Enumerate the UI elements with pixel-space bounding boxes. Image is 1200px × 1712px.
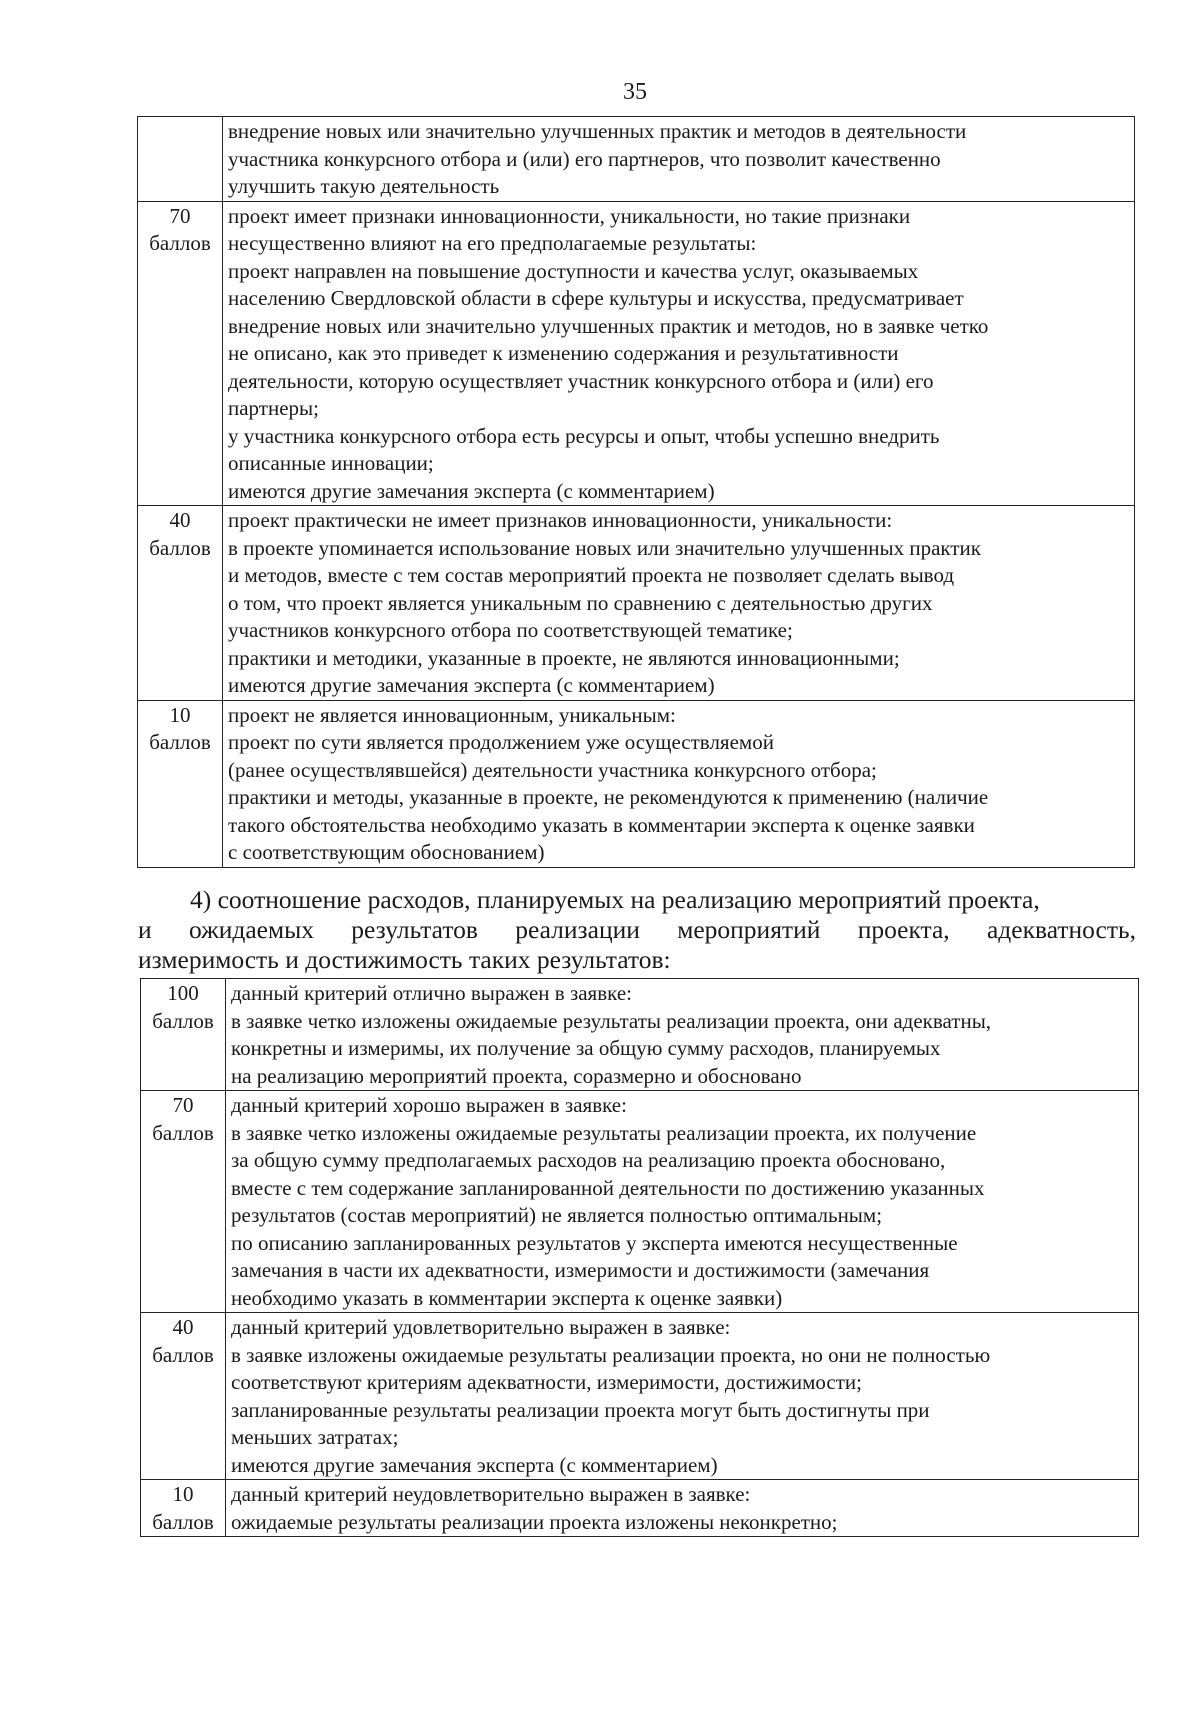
description-line: данный критерий отлично выражен в заявке: <box>231 981 632 1005</box>
description-line: внедрение новых или значительно улучшенных практик и методов, но в заявке четко <box>228 313 989 338</box>
description-line: (ранее осуществлявшейся) деятельности участника конкурсного отбора; <box>228 757 877 782</box>
score-unit: баллов <box>149 730 211 754</box>
criteria-row <box>138 700 1135 867</box>
description-line: запланированные результаты реализации проекта могут быть достигнуты при <box>231 1397 930 1422</box>
score-unit: баллов <box>152 1008 214 1033</box>
criterion-4-word: мероприятий <box>677 915 821 944</box>
description-cell <box>226 1091 1139 1313</box>
description-line: деятельности, которую осуществляет участник конкурсного отбора и (или) его <box>228 368 934 393</box>
criterion-4-word: результатов <box>351 915 478 944</box>
description-line: в заявке четко изложены ожидаемые результаты реализации проекта, они адекватны, <box>231 1008 992 1033</box>
description-line: не описано, как это приведет к изменению содержания и результативности <box>228 341 899 365</box>
description-line: практики и методы, указанные в проекте, не рекомендуются к применению (наличие <box>228 785 989 809</box>
description-line: в проекте упоминается использование новых или значительно улучшенных практик <box>228 535 981 560</box>
description-line: соответствуют критериям адекватности, измеримости, достижимости; <box>231 1370 863 1394</box>
description-cell <box>223 201 1135 506</box>
score-value: 10 <box>169 702 191 727</box>
criteria-row <box>141 1091 1139 1313</box>
description-line: улучшить такую деятельность <box>228 174 500 198</box>
criteria-row <box>141 1480 1139 1537</box>
criteria-row <box>141 979 1139 1091</box>
criterion-4-heading <box>138 885 1136 975</box>
score-value: 40 <box>169 508 191 532</box>
criterion-4-word: реализации <box>515 915 640 944</box>
score-unit: баллов <box>152 1120 214 1145</box>
description-cell <box>223 700 1135 867</box>
criteria-row <box>138 201 1135 506</box>
description-line: по описанию запланированных результатов у эксперта имеются несущественные <box>231 1230 958 1255</box>
description-line: данный критерий хорошо выражен в заявке: <box>231 1093 627 1117</box>
criterion-4-word: адекватность, <box>986 915 1136 944</box>
description-line: имеются другие замечания эксперта (с комментарием) <box>228 478 715 503</box>
criterion-4-word: проекта, <box>857 915 950 944</box>
score-cell <box>138 201 223 506</box>
description-cell <box>226 979 1139 1091</box>
description-cell <box>226 1480 1139 1537</box>
description-line: имеются другие замечания эксперта (с комментарием) <box>228 673 715 697</box>
description-line: участника конкурсного отбора и (или) его партнеров, что позволит качественно <box>228 146 941 171</box>
score-value: 70 <box>172 1093 194 1117</box>
description-line: в заявке четко изложены ожидаемые результаты реализации проекта, их получение <box>231 1120 977 1145</box>
description-line: проект не является инновационным, уникальным: <box>228 702 676 727</box>
criteria-table-body <box>141 979 1139 1537</box>
score-value: 100 <box>167 981 199 1005</box>
description-line: и методов, вместе с тем состав мероприятий проекта не позволяет сделать вывод <box>228 563 955 587</box>
description-line: проект по сути является продолжением уже осуществляемой <box>228 730 774 754</box>
score-value: 70 <box>169 203 191 228</box>
score-value: 40 <box>172 1315 194 1339</box>
criterion-4-word: ожидаемых <box>188 915 314 944</box>
description-line: результатов (состав мероприятий) не является полностью оптимальным; <box>231 1203 883 1227</box>
criterion-4-line-2 <box>138 915 1136 945</box>
description-line: практики и методики, указанные в проекте, не являются инновационными; <box>228 645 900 670</box>
description-line: внедрение новых или значительно улучшенных практик и методов в деятельности <box>228 119 967 143</box>
score-cell <box>138 506 223 701</box>
score-cell <box>141 1480 226 1537</box>
description-line: проект практически не имеет признаков инновационности, уникальности: <box>228 508 893 532</box>
page-number: 35 <box>623 79 647 105</box>
score-unit: баллов <box>149 535 211 560</box>
description-line: данный критерий удовлетворительно выражен в заявке: <box>231 1315 731 1339</box>
criterion-4-line-1: 4) соотношение расходов, планируемых на реализацию мероприятий проекта, <box>190 885 1040 914</box>
description-line: ожидаемые результаты реализации проекта изложены неконкретно; <box>231 1509 838 1534</box>
score-unit: баллов <box>152 1509 214 1534</box>
description-line: замечания в части их адекватности, измеримости и достижимости (замечания <box>231 1258 930 1282</box>
description-line: на реализацию мероприятий проекта, соразмерно и обосновано <box>231 1063 802 1088</box>
description-line: меньших затратах; <box>231 1425 399 1449</box>
score-cell <box>141 1091 226 1313</box>
criterion-4-line-3: измеримость и достижимость таких результатов: <box>138 945 671 974</box>
description-line: данный критерий неудовлетворительно выражен в заявке: <box>231 1482 751 1506</box>
description-cell <box>226 1313 1139 1480</box>
score-cell <box>141 979 226 1091</box>
score-unit: баллов <box>152 1342 214 1367</box>
criteria-table-innovation <box>137 116 1135 868</box>
description-line: за общую сумму предполагаемых расходов на реализацию проекта обосновано, <box>231 1148 946 1172</box>
description-line: проект имеет признаки инновационности, уникальности, но такие признаки <box>228 203 911 228</box>
criteria-row <box>138 117 1135 202</box>
description-line: населению Свердловской области в сфере культуры и искусства, предусматривает <box>228 286 964 310</box>
description-cell <box>223 117 1135 202</box>
description-cell <box>223 506 1135 701</box>
description-line: конкретны и измеримы, их получение за общую сумму расходов, планируемых <box>231 1036 941 1060</box>
description-line: у участника конкурсного отбора есть ресурсы и опыт, чтобы успешно внедрить <box>228 423 940 448</box>
score-cell <box>138 117 223 202</box>
description-line: необходимо указать в комментарии эксперта к оценке заявки) <box>231 1285 783 1310</box>
description-line: с соответствующим обоснованием) <box>228 840 545 864</box>
description-line: такого обстоятельства необходимо указать в комментарии эксперта к оценке заявки <box>228 812 975 837</box>
score-cell <box>141 1313 226 1480</box>
description-line: вместе с тем содержание запланированной деятельности по достижению указанных <box>231 1175 985 1200</box>
description-line: о том, что проект является уникальным по сравнению с деятельностью других <box>228 590 933 615</box>
description-line: описанные инновации; <box>228 451 434 475</box>
score-cell <box>138 700 223 867</box>
description-line: в заявке изложены ожидаемые результаты реализации проекта, но они не полностью <box>231 1342 991 1367</box>
criteria-table-results <box>140 978 1139 1537</box>
criteria-table-body <box>138 117 1135 868</box>
description-line: проект направлен на повышение доступности и качества услуг, оказываемых <box>228 258 919 283</box>
criteria-row <box>141 1313 1139 1480</box>
description-line: участников конкурсного отбора по соответствующей тематике; <box>228 618 793 642</box>
score-value: 10 <box>172 1482 194 1506</box>
description-line: несущественно влияют на его предполагаемые результаты: <box>228 231 757 255</box>
description-line: имеются другие замечания эксперта (с комментарием) <box>231 1452 718 1477</box>
criteria-row <box>138 506 1135 701</box>
criterion-4-word: и <box>138 915 152 944</box>
description-line: партнеры; <box>228 396 319 420</box>
score-unit: баллов <box>149 231 211 255</box>
